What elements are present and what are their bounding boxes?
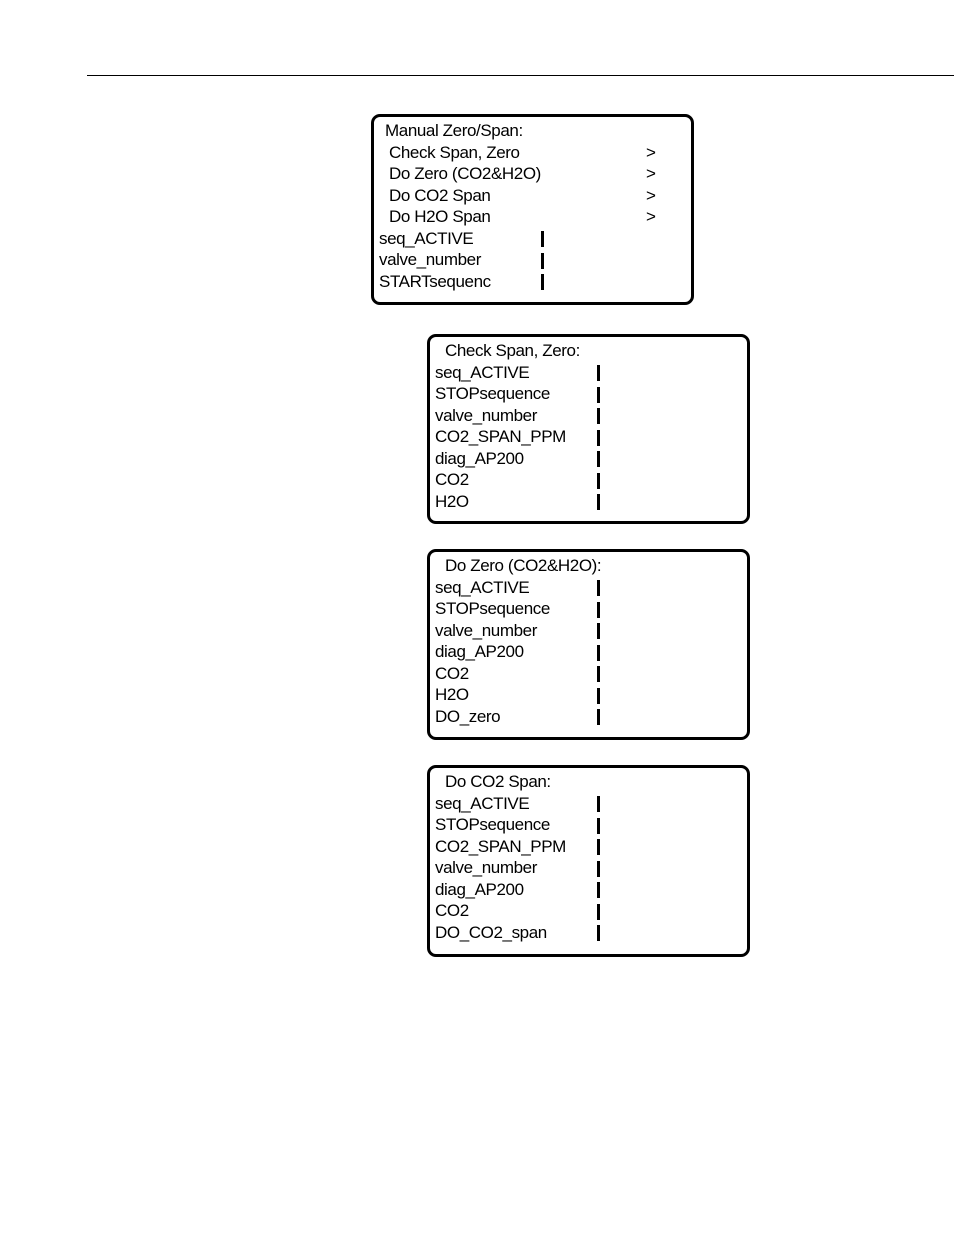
field-valve-number: valve_number <box>379 250 481 269</box>
field-co2: CO2 <box>435 663 469 683</box>
field-valve-number: valve_number <box>435 405 537 425</box>
field-do-zero: DO_zero <box>435 706 501 726</box>
menu-title: Manual Zero/Span: <box>385 121 523 140</box>
submenu-do-co2-span[interactable]: Do CO2 Span <box>389 185 491 205</box>
field-value-bar[interactable] <box>597 818 600 834</box>
submenu-arrow-icon: > <box>646 207 656 226</box>
field-value-bar[interactable] <box>597 494 600 510</box>
header-rule <box>87 75 954 76</box>
field-value-bar[interactable] <box>597 451 600 467</box>
menu-title: Do Zero (CO2&H2O): <box>445 556 602 575</box>
field-co2: CO2 <box>435 901 469 920</box>
manual-zero-span-menu <box>371 114 694 305</box>
field-value-bar[interactable] <box>597 839 600 855</box>
field-value-bar[interactable] <box>597 408 600 424</box>
field-diag-ap200: diag_AP200 <box>435 642 524 661</box>
menu-title: Check Span, Zero: <box>445 341 580 360</box>
field-h2o: H2O <box>435 491 469 511</box>
field-value-bar[interactable] <box>597 709 600 725</box>
submenu-arrow-icon: > <box>646 142 656 162</box>
field-seq-active: seq_ACTIVE <box>435 793 530 813</box>
field-diag-ap200: diag_AP200 <box>435 448 524 468</box>
field-co2: CO2 <box>435 470 469 489</box>
submenu-arrow-icon: > <box>646 185 656 205</box>
field-value-bar[interactable] <box>597 904 600 920</box>
field-value-bar[interactable] <box>541 231 544 247</box>
field-value-bar[interactable] <box>597 430 600 446</box>
field-value-bar[interactable] <box>597 365 600 381</box>
field-value-bar[interactable] <box>597 602 600 618</box>
do-co2-span-menu <box>427 765 750 957</box>
field-value-bar[interactable] <box>597 580 600 596</box>
field-value-bar[interactable] <box>597 623 600 639</box>
field-co2-span-ppm: CO2_SPAN_PPM <box>435 836 566 856</box>
field-stop-sequence: STOPsequence <box>435 599 550 618</box>
field-valve-number: valve_number <box>435 620 537 640</box>
submenu-check-span-zero[interactable]: Check Span, Zero <box>389 142 520 162</box>
field-seq-active: seq_ACTIVE <box>379 228 474 248</box>
field-start-sequence: STARTsequenc <box>379 271 491 291</box>
field-stop-sequence: STOPsequence <box>435 384 550 403</box>
field-h2o: H2O <box>435 685 469 704</box>
field-co2-span-ppm: CO2_SPAN_PPM <box>435 427 566 446</box>
field-value-bar[interactable] <box>597 861 600 877</box>
submenu-do-zero[interactable]: Do Zero (CO2&H2O) <box>389 164 541 183</box>
submenu-do-h2o-span[interactable]: Do H2O Span <box>389 207 491 226</box>
field-valve-number: valve_number <box>435 858 537 877</box>
field-seq-active: seq_ACTIVE <box>435 577 530 597</box>
field-value-bar[interactable] <box>541 253 544 269</box>
field-diag-ap200: diag_AP200 <box>435 879 524 899</box>
field-value-bar[interactable] <box>597 387 600 403</box>
field-seq-active: seq_ACTIVE <box>435 362 530 382</box>
field-do-co2-span: DO_CO2_span <box>435 922 547 942</box>
field-value-bar[interactable] <box>597 645 600 661</box>
field-value-bar[interactable] <box>597 666 600 682</box>
field-value-bar[interactable] <box>597 882 600 898</box>
check-span-zero-menu <box>427 334 750 524</box>
field-value-bar[interactable] <box>597 473 600 489</box>
field-value-bar[interactable] <box>597 925 600 941</box>
field-stop-sequence: STOPsequence <box>435 815 550 834</box>
menu-title: Do CO2 Span: <box>445 772 551 791</box>
field-value-bar[interactable] <box>541 274 544 290</box>
submenu-arrow-icon: > <box>646 164 656 183</box>
field-value-bar[interactable] <box>597 688 600 704</box>
field-value-bar[interactable] <box>597 796 600 812</box>
do-zero-menu <box>427 549 750 740</box>
